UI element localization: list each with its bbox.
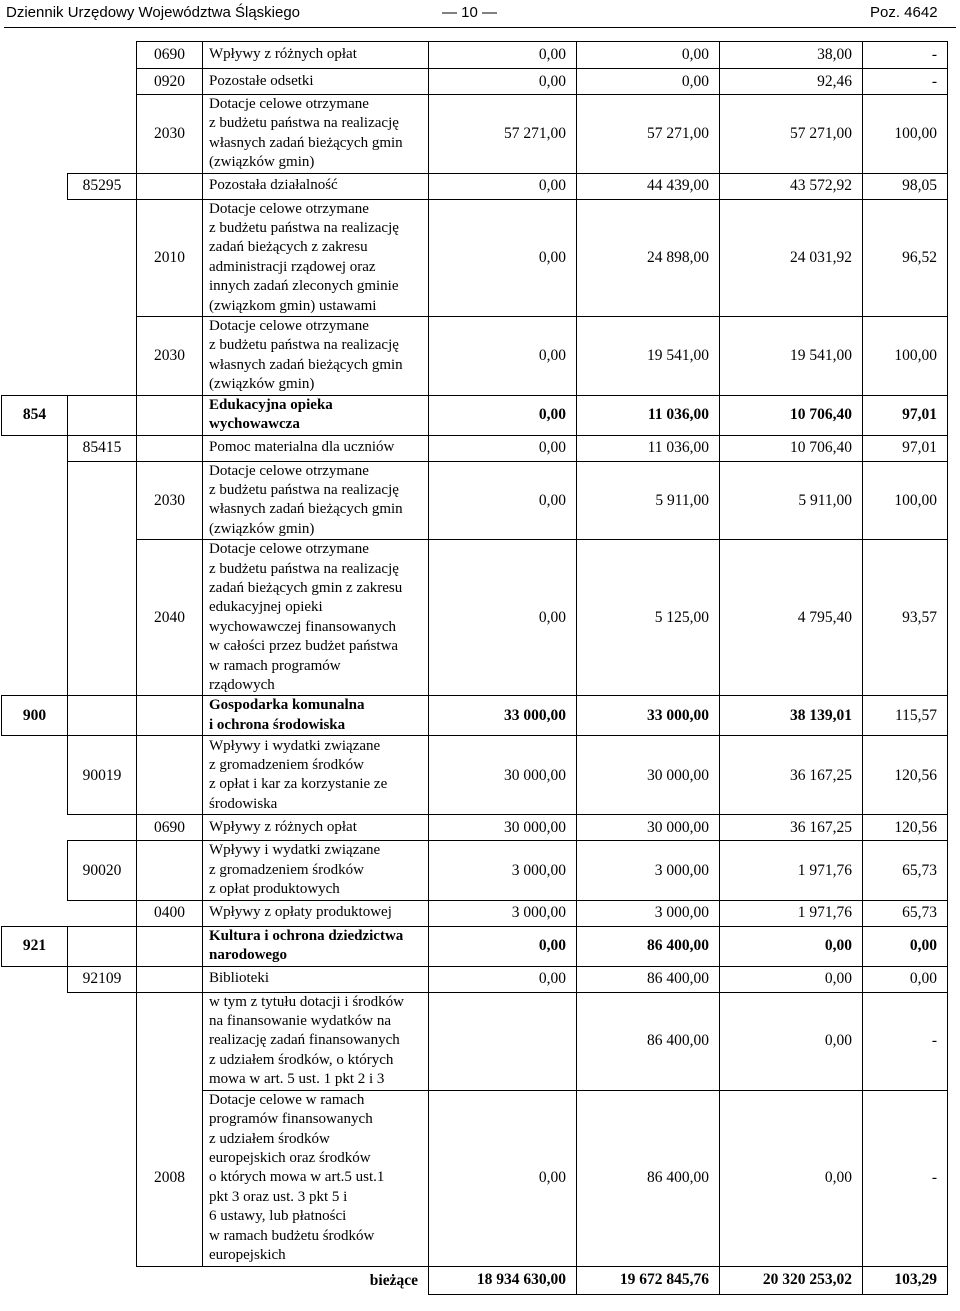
plan-initial-cell: 0,00 [429,173,577,199]
table-row [2,540,948,696]
description-cell: Kultura i ochrona dziedzictwa narodowego [203,926,429,966]
percent-cell: 98,05 [863,173,948,199]
percent-cell: - [863,992,948,1090]
section-cell [68,461,137,540]
table-row [2,461,948,540]
total-v2-cell: 19 672 845,76 [577,1266,720,1294]
plan-initial-cell: 0,00 [429,1090,577,1266]
execution-cell: 19 541,00 [720,317,863,396]
total-v3-cell: 20 320 253,02 [720,1266,863,1294]
description-cell: Dotacje celowe otrzymane z budżetu państwa na realizację własnych zadań bieżących gmin (związków gmin) [203,461,429,540]
table-row [2,395,948,435]
plan-initial-cell: 0,00 [429,435,577,461]
description-cell: Biblioteki [203,966,429,992]
plan-initial-cell: 0,00 [429,395,577,435]
table-row [2,992,948,1090]
plan-after-changes-cell: 0,00 [577,69,720,95]
section-cell: 85415 [68,435,137,461]
table-row [2,317,948,396]
chapter-cell [2,69,68,95]
execution-cell: 92,46 [720,69,863,95]
description-cell: Pozostała działalność [203,173,429,199]
paragraph-cell [137,395,203,435]
paragraph-cell [137,435,203,461]
header-rule [4,27,956,28]
plan-after-changes-cell: 3 000,00 [577,841,720,900]
plan-initial-cell: 0,00 [429,199,577,316]
chapter-cell [2,435,68,461]
plan-after-changes-cell: 44 439,00 [577,173,720,199]
chapter-cell [2,1090,68,1266]
percent-cell: - [863,1090,948,1266]
plan-after-changes-cell: 3 000,00 [577,900,720,926]
chapter-cell: 854 [2,395,68,435]
section-cell [68,926,137,966]
percent-cell: 65,73 [863,900,948,926]
chapter-cell [2,900,68,926]
section-cell [68,317,137,396]
plan-initial-cell: 0,00 [429,69,577,95]
section-cell [68,540,137,696]
total-label: bieżące [203,1266,429,1294]
plan-initial-cell: 0,00 [429,966,577,992]
description-cell: Edukacyjna opieka wychowawcza [203,395,429,435]
percent-cell: 97,01 [863,395,948,435]
section-cell [68,69,137,95]
paragraph-cell: 0690 [137,42,203,69]
paragraph-cell [137,736,203,815]
execution-cell: 10 706,40 [720,435,863,461]
plan-after-changes-cell: 24 898,00 [577,199,720,316]
empty-cell [68,1266,137,1294]
section-cell [68,95,137,174]
chapter-cell [2,199,68,316]
section-cell [68,900,137,926]
percent-cell: 120,56 [863,815,948,841]
section-cell [68,42,137,69]
total-v1-cell: 18 934 630,00 [429,1266,577,1294]
percent-cell: 96,52 [863,199,948,316]
execution-cell: 38,00 [720,42,863,69]
percent-cell: 97,01 [863,435,948,461]
percent-cell: 93,57 [863,540,948,696]
plan-after-changes-cell: 57 271,00 [577,95,720,174]
description-cell: Gospodarka komunalna i ochrona środowiska [203,696,429,736]
chapter-cell [2,841,68,900]
chapter-cell [2,317,68,396]
description-cell: Pozostałe odsetki [203,69,429,95]
plan-after-changes-cell: 86 400,00 [577,926,720,966]
table-row [2,966,948,992]
table-row [2,69,948,95]
plan-after-changes-cell: 86 400,00 [577,1090,720,1266]
table-row [2,900,948,926]
paragraph-cell [137,696,203,736]
description-cell: Dotacje celowe otrzymane z budżetu państwa na realizację własnych zadań bieżących gmin (związków gmin) [203,95,429,174]
plan-initial-cell: 0,00 [429,461,577,540]
paragraph-cell [137,841,203,900]
section-cell [68,992,137,1090]
execution-cell: 0,00 [720,1090,863,1266]
paragraph-cell [137,992,203,1090]
description-cell: Dotacje celowe otrzymane z budżetu państwa na realizację własnych zadań bieżących gmin (związków gmin) [203,317,429,396]
section-cell: 90019 [68,736,137,815]
plan-after-changes-cell: 86 400,00 [577,966,720,992]
plan-initial-cell: 0,00 [429,42,577,69]
description-cell: Pomoc materialna dla uczniów [203,435,429,461]
execution-cell: 43 572,92 [720,173,863,199]
paragraph-cell: 0920 [137,69,203,95]
plan-after-changes-cell: 5 911,00 [577,461,720,540]
plan-initial-cell: 57 271,00 [429,95,577,174]
table-row [2,736,948,815]
journal-title: Dziennik Urzędowy Województwa Śląskiego [6,4,301,21]
plan-after-changes-cell: 11 036,00 [577,435,720,461]
paragraph-cell: 2030 [137,461,203,540]
percent-cell: 100,00 [863,95,948,174]
description-cell: Dotacje celowe otrzymane z budżetu państwa na realizację zadań bieżących z zakresu administracji rządowej oraz innych zadań zleconych gminie (związkom gmin) ustawami [203,199,429,316]
plan-initial-cell: 30 000,00 [429,815,577,841]
chapter-cell [2,736,68,815]
description-cell: Wpływy z różnych opłat [203,42,429,69]
paragraph-cell: 2008 [137,1090,203,1266]
execution-cell: 1 971,76 [720,841,863,900]
description-cell: Wpływy z różnych opłat [203,815,429,841]
plan-after-changes-cell: 11 036,00 [577,395,720,435]
table-row [2,815,948,841]
plan-after-changes-cell: 86 400,00 [577,992,720,1090]
table-row [2,42,948,69]
page-number: — 10 — [442,4,498,21]
execution-cell: 1 971,76 [720,900,863,926]
empty-cell [137,1266,203,1294]
table-row [2,926,948,966]
execution-cell: 38 139,01 [720,696,863,736]
percent-cell: 115,57 [863,696,948,736]
description-cell: Dotacje celowe otrzymane z budżetu państwa na realizację zadań bieżących gmin z zakresu edukacyjnej opieki wychowawczej finansowanych w całości przez budżet państwa w ramach programów rządowych [203,540,429,696]
description-cell: Wpływy i wydatki związane z gromadzeniem środków z opłat produktowych [203,841,429,900]
chapter-cell [2,95,68,174]
plan-initial-cell: 0,00 [429,540,577,696]
paragraph-cell: 2030 [137,317,203,396]
table-body [2,42,948,1295]
chapter-cell [2,815,68,841]
execution-cell: 5 911,00 [720,461,863,540]
section-cell: 92109 [68,966,137,992]
chapter-cell [2,540,68,696]
plan-after-changes-cell: 19 541,00 [577,317,720,396]
table-row [2,95,948,174]
plan-initial-cell: 3 000,00 [429,900,577,926]
total-row [2,1266,948,1294]
plan-after-changes-cell: 0,00 [577,42,720,69]
percent-cell: - [863,42,948,69]
percent-cell: 0,00 [863,966,948,992]
description-cell: Dotacje celowe w ramach programów finansowanych z udziałem środków europejskich oraz środków o których mowa w art.5 ust.1 pkt 3 oraz ust. 3 pkt 5 i 6 ustawy, lub płatności w ramach budżetu środków europejskich [203,1090,429,1266]
table-row [2,1090,948,1266]
chapter-cell [2,173,68,199]
paragraph-cell: 0400 [137,900,203,926]
chapter-cell [2,461,68,540]
chapter-cell [2,966,68,992]
execution-cell: 4 795,40 [720,540,863,696]
section-cell [68,815,137,841]
plan-initial-cell: 3 000,00 [429,841,577,900]
section-cell [68,199,137,316]
plan-after-changes-cell: 30 000,00 [577,736,720,815]
chapter-cell: 921 [2,926,68,966]
execution-cell: 0,00 [720,992,863,1090]
plan-initial-cell: 33 000,00 [429,696,577,736]
execution-cell: 36 167,25 [720,815,863,841]
chapter-cell: 900 [2,696,68,736]
chapter-cell [2,992,68,1090]
page-header [0,0,960,28]
plan-initial-cell: 0,00 [429,317,577,396]
plan-after-changes-cell: 5 125,00 [577,540,720,696]
paragraph-cell [137,966,203,992]
description-cell: Wpływy z opłaty produktowej [203,900,429,926]
percent-cell: 100,00 [863,317,948,396]
execution-cell: 36 167,25 [720,736,863,815]
budget-table [1,41,948,1295]
paragraph-cell: 2030 [137,95,203,174]
execution-cell: 24 031,92 [720,199,863,316]
percent-cell: 120,56 [863,736,948,815]
execution-cell: 10 706,40 [720,395,863,435]
position-number: Poz. 4642 [870,4,938,21]
chapter-cell [2,42,68,69]
section-cell: 90020 [68,841,137,900]
table-row [2,199,948,316]
paragraph-cell: 2040 [137,540,203,696]
paragraph-cell: 0690 [137,815,203,841]
empty-cell [2,1266,68,1294]
plan-after-changes-cell: 33 000,00 [577,696,720,736]
section-cell [68,696,137,736]
paragraph-cell [137,926,203,966]
percent-cell: 0,00 [863,926,948,966]
table-row [2,173,948,199]
paragraph-cell [137,173,203,199]
section-cell: 85295 [68,173,137,199]
percent-cell: 65,73 [863,841,948,900]
section-cell [68,1090,137,1266]
table-row [2,696,948,736]
plan-initial-cell: 30 000,00 [429,736,577,815]
execution-cell: 0,00 [720,966,863,992]
table-row [2,435,948,461]
description-cell: w tym z tytułu dotacji i środków na finansowanie wydatków na realizację zadań finansowanych z udziałem środków, o których mowa w art. 5 ust. 1 pkt 2 i 3 [203,992,429,1090]
plan-after-changes-cell: 30 000,00 [577,815,720,841]
table-row [2,841,948,900]
section-cell [68,395,137,435]
percent-cell: - [863,69,948,95]
total-v4-cell: 103,29 [863,1266,948,1294]
paragraph-cell: 2010 [137,199,203,316]
percent-cell: 100,00 [863,461,948,540]
execution-cell: 0,00 [720,926,863,966]
description-cell: Wpływy i wydatki związane z gromadzeniem środków z opłat i kar za korzystanie ze środowiska [203,736,429,815]
plan-initial-cell: 0,00 [429,926,577,966]
plan-initial-cell [429,992,577,1090]
execution-cell: 57 271,00 [720,95,863,174]
